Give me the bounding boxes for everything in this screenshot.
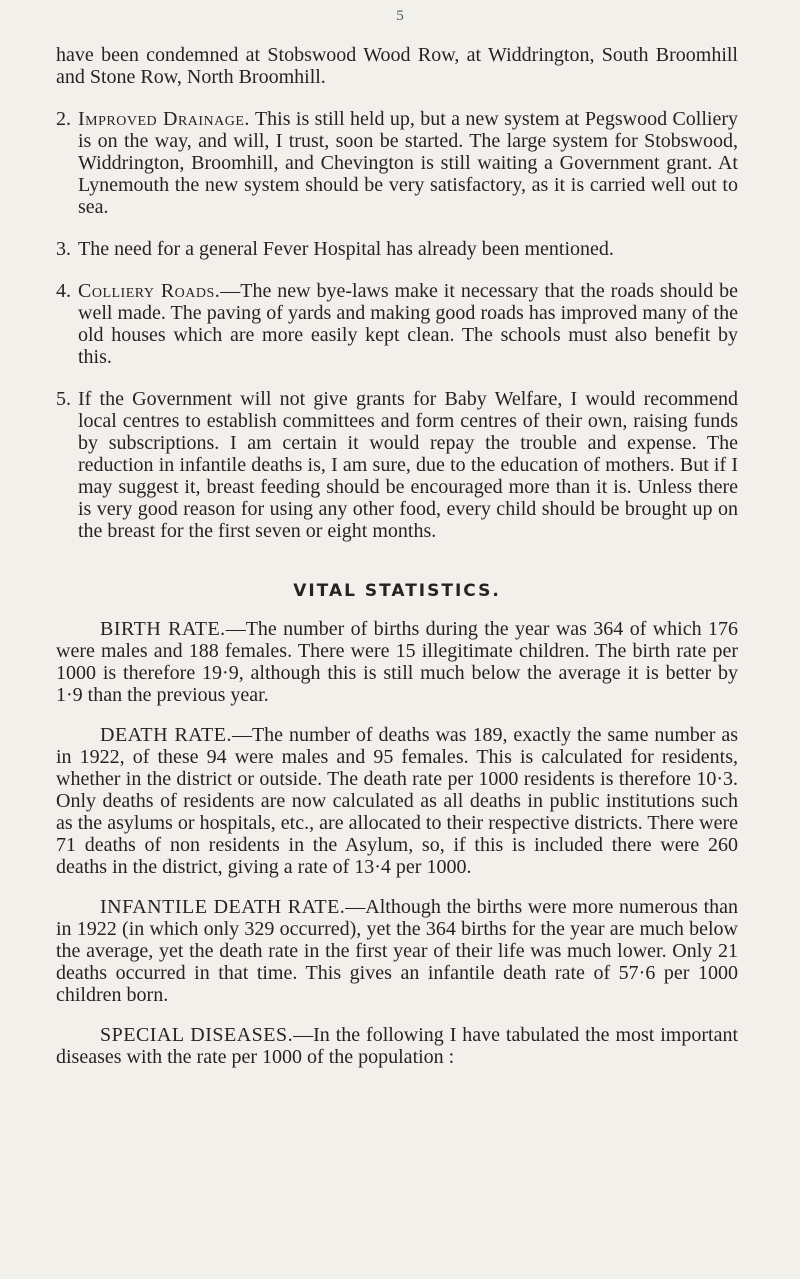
list-item — [56, 108, 738, 218]
item-text: —The new bye-laws make it necessary that the roads should be well made. The paving of yards and making good roads has improved many of the old houses which are more easily kept clean. The schools must also benefit by this. — [78, 280, 738, 368]
item-text: If the Government will not give grants for Baby Welfare, I would recommend local centres to establish committees and form centres of their own, raising funds by subscriptions. I am certain it would repay the trouble and expense. The reduction in infantile deaths is, I am sure, due to the education of mothers. But if I may suggest it, breast feeding should be encouraged more than it is. Unless there is very good reason for using any other food, every child should be brought up on the breast for the first seven or eight months. — [78, 388, 738, 542]
item-number: 4. — [56, 280, 71, 302]
item-number: 2. — [56, 108, 71, 130]
item-text: This is still held up, but a new system at Pegswood Colliery is on the way, and will, I trust, soon be started. The large system for Stobswood, Widdrington, Broomhill, and Chevington is still waiting a Government grant. At Lynemouth the new system should be very satisfactory, as it is carried well out to sea. — [78, 108, 739, 218]
list-item — [56, 388, 738, 542]
special-diseases-paragraph — [56, 1024, 738, 1068]
death-rate-paragraph — [56, 724, 738, 878]
list-item — [56, 280, 738, 368]
item-number: 3. — [56, 238, 71, 260]
paragraph-title: SPECIAL DISEASES. — [100, 1024, 294, 1046]
item-number: 5. — [56, 388, 71, 410]
numbered-list — [56, 108, 738, 542]
page-content — [56, 44, 738, 1086]
paragraph-title: DEATH RATE. — [100, 724, 232, 746]
paragraph-text: —The number of deaths was 189, exactly the same number as in 1922, of these 94 were males and 95 females. This is calculated for residents, whether in the district or outside. The death rate per 1000 residents is therefore 10·3. Only deaths of residents are now calculated as all deaths in public institutions such as the asylums or hospitals, etc., are allocated to their respective districts. There were 71 deaths of non residents in the Asylum, so, if this is included there were 260 deaths in the district, giving a rate of 13·4 per 1000. — [56, 724, 739, 878]
item-text: The need for a general Fever Hospital has already been mentioned. — [78, 238, 614, 260]
paragraph-title: INFANTILE DEATH RATE. — [100, 896, 346, 918]
paragraph-text: —The number of births during the year was 364 of which 176 were males and 188 females. There were 15 illegitimate children. The birth rate per 1000 is therefore 19·9, although this is still much below the average it is better by 1·9 than the previous year. — [56, 618, 738, 706]
list-item — [56, 238, 738, 260]
paragraph-text: —In the following I have tabulated the most important diseases with the rate per 1000 of the population : — [56, 1024, 738, 1068]
page-number: 5 — [396, 8, 404, 24]
item-title: Colliery Roads. — [78, 280, 221, 302]
birth-rate-paragraph — [56, 618, 738, 706]
paragraph-title: BIRTH RATE. — [100, 618, 226, 640]
section-heading: VITAL STATISTICS. — [293, 581, 501, 601]
item-title: Improved Drainage. — [78, 108, 250, 130]
paragraph-text: —Although the births were more numerous than in 1922 (in which only 329 occurred), yet the 364 births for the year are much below the average, yet the death rate in the first year of their life was much lower. Only 21 deaths occurred in that time. This gives an infantile death rate of 57·6 per 1000 children born. — [56, 896, 738, 1006]
intro-paragraph: have been condemned at Stobswood Wood Row, at Widdrington, South Broomhill and Stone Row, North Broomhill. — [56, 44, 738, 88]
infantile-death-rate-paragraph — [56, 896, 738, 1006]
